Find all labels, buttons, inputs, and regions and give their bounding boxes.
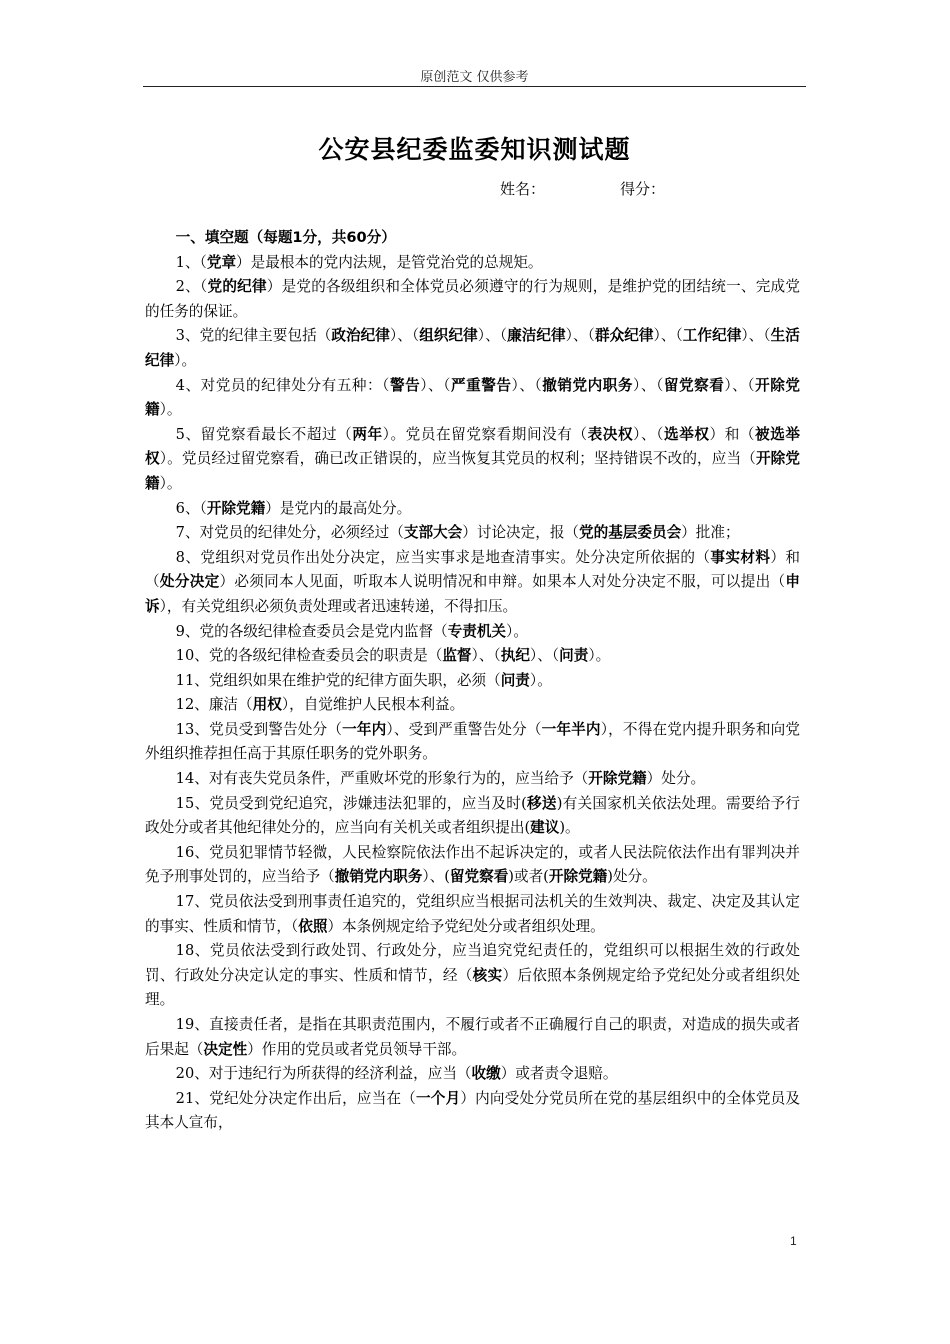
question-text: )有关国家机关依法处理。需要给予行政处分或者其他纪律处分的，应当向有关机关或者组织提出( [145, 794, 800, 837]
answer-text: 用权 [252, 696, 282, 714]
answer-text: 支部大会 [403, 524, 463, 542]
answer-text: 一个月 [416, 1089, 461, 1107]
question-item [145, 275, 800, 324]
answer-text: 监督 [442, 647, 472, 665]
question-text: ）处分。 [646, 770, 706, 788]
question-item [145, 521, 800, 546]
question-text: ）、（ [389, 327, 420, 345]
question-text: ）。党员经过留党察看，确已改正错误的，应当恢复其党员的权利；坚持错误不改的，应当（ [159, 450, 756, 468]
answer-text: 一年半内 [541, 720, 601, 738]
question-text: ）本条例规定给予党纪处分或者组织处理。 [327, 917, 605, 935]
answer-text: 党的纪律 [207, 278, 267, 296]
answer-text: 开除党籍 [145, 450, 800, 492]
question-text: ）批准； [681, 524, 740, 542]
answer-text: 政治纪律 [331, 327, 390, 345]
question-item [145, 423, 800, 497]
answer-text: 严重警告 [450, 376, 512, 394]
question-item [145, 693, 800, 718]
answer-text: 表决权 [587, 425, 634, 443]
answer-text: 开除党籍 [548, 868, 608, 886]
answer-text: 问责 [500, 671, 530, 689]
answer-text: 廉洁纪律 [507, 327, 566, 345]
document-title: 公安县纪委监委知识测试题 [318, 135, 631, 164]
question-text: ）、（ [653, 327, 683, 345]
question-item [145, 1087, 800, 1136]
answer-text: 一年内 [342, 720, 387, 738]
question-text: ）、（ [565, 327, 595, 345]
question-text: ）、（ [477, 327, 508, 345]
question-text: ）。 [529, 671, 552, 689]
question-item [145, 1062, 800, 1087]
answer-text: 移送 [526, 794, 557, 812]
question-text: ）。党员在留党察看期间没有（ [382, 425, 588, 443]
question-text: ）、（ [724, 376, 756, 394]
answer-text: 被选举权 [145, 425, 800, 468]
question-text: 8、党组织对党员作出处分决定，应当实事求是地查清事实。处分决定所依据的（ [175, 548, 711, 566]
question-text: 11、党组织如果在维护党的纪律方面失职，必须（ [175, 671, 501, 689]
section-heading: 一、填空题（每题1分，共60分） [175, 229, 396, 246]
question-text: 2、（ [175, 278, 208, 296]
question-text: ）。 [506, 622, 528, 640]
name-label: 姓名： [500, 180, 546, 198]
question-item [145, 718, 800, 767]
answer-text: 处分决定 [159, 573, 220, 591]
question-text: ）必须同本人见面，听取本人说明情况和申辩。如果本人对处分决定不服，可以提出（ [219, 573, 786, 591]
question-item [145, 669, 800, 694]
question-text: ）后依照本条例规定给予党纪处分或者组织处理。 [145, 966, 800, 1009]
question-text: ）、( [422, 868, 450, 886]
question-item [145, 497, 800, 522]
question-text: ）、（ [633, 425, 665, 443]
question-text: ）、（ [420, 376, 451, 394]
question-text: 17、党员依法受到刑事责任追究的，党组织应当根据司法机关的生效判决、裁定、决定及其认定的事实、性质和情节，（ [145, 893, 800, 935]
question-text: ）、（ [511, 376, 543, 394]
answer-text: 决定性 [203, 1040, 248, 1058]
answer-text: 事实材料 [710, 548, 771, 566]
question-item [145, 792, 800, 841]
page-number: 1 [790, 1234, 797, 1248]
answer-text: 两年 [352, 425, 383, 443]
answer-text: 党的基层委员会 [579, 524, 682, 542]
question-text: 13、党员受到警告处分（ [175, 720, 343, 738]
question-text: ）或者责令退赔。 [500, 1065, 618, 1083]
question-text: 1、（ [175, 253, 207, 271]
question-item [145, 939, 800, 1013]
question-text: ），不得在党内提升职务和向党外组织推荐担任高于其原任职务的党外职务。 [145, 720, 800, 763]
question-text: ）、（ [633, 376, 664, 394]
answer-text: 问责 [559, 647, 589, 665]
question-item [145, 324, 800, 373]
question-text: 18、党员依法受到行政处罚、行政处分，应当追究党纪责任的，党组织可以根据生效的行政处罚、行政处分决定认定的事实、性质和情节，经（ [145, 942, 800, 984]
answer-text: 生活纪律 [145, 327, 800, 369]
question-text: ），自觉维护人民根本利益。 [281, 696, 465, 714]
answer-text: 专责机关 [447, 622, 507, 640]
question-list [145, 226, 800, 1136]
question-text: 19、直接责任者，是指在其职责范围内，不履行或者不正确履行自己的职责，对造成的损失或者后果起（ [145, 1016, 800, 1058]
question-text: ）和（ [709, 425, 756, 443]
question-text: )处分。 [607, 868, 657, 886]
answer-text: 依照 [298, 917, 328, 935]
answer-text: 核实 [472, 966, 503, 984]
answer-text: 建议 [530, 819, 560, 837]
question-text: ）。 [174, 351, 197, 369]
answer-text: 群众纪律 [594, 327, 654, 345]
question-text: 14、对有丧失党员条件，严重败坏党的形象行为的，应当给予（ [175, 770, 589, 788]
answer-text: 组织纪律 [419, 327, 478, 345]
question-text: ）讨论决定，报（ [462, 524, 580, 542]
question-text: ）。 [159, 401, 182, 419]
question-item [145, 890, 800, 939]
question-text: ）、受到严重警告处分（ [386, 720, 542, 738]
question-item [145, 251, 800, 276]
header-divider [143, 86, 806, 87]
answer-text: 开除党籍 [145, 376, 800, 419]
score-label: 得分： [620, 180, 666, 198]
answer-text: 留党察看 [449, 868, 509, 886]
answer-text: 申诉 [145, 573, 800, 615]
question-text: ）、（ [529, 647, 560, 665]
question-text: ）。 [159, 474, 182, 492]
question-text: ）。 [588, 647, 611, 665]
answer-text: 执纪 [500, 647, 530, 665]
question-text: ）是党内的最高处分。 [265, 499, 412, 517]
question-text: 6、（ [175, 499, 207, 517]
answer-text: 撤销党内职务 [334, 868, 423, 886]
question-item [145, 841, 800, 890]
question-text: ）、（ [741, 327, 771, 345]
question-text: )。 [559, 819, 580, 837]
question-text: 12、廉洁（ [175, 696, 253, 714]
question-text: 5、留党察看最长不超过（ [175, 425, 353, 443]
question-text: ）、（ [471, 647, 501, 665]
question-text: ），有关党组织必须负责处理或者迅速转递，不得扣压。 [159, 597, 518, 615]
question-item [145, 620, 800, 645]
question-text: ）和（ [145, 548, 800, 591]
answer-text: 党章 [206, 253, 237, 271]
question-text: 21、党纪处分决定作出后，应当在（ [175, 1089, 417, 1107]
question-text: 10、党的各级纪律检查委员会的职责是（ [175, 647, 443, 665]
question-item [145, 546, 800, 620]
answer-text: 撤销党内职务 [542, 376, 634, 394]
answer-text: 开除党籍 [588, 770, 647, 788]
page-header: 原创范文 仅供参考 [420, 70, 529, 85]
question-item [145, 644, 800, 669]
question-item [145, 374, 800, 423]
question-text: 4、对党员的纪律处分有五种：（ [175, 376, 390, 394]
answer-text: 警告 [389, 376, 421, 394]
answer-text: 工作纪律 [682, 327, 742, 345]
question-item [145, 767, 800, 792]
question-text: ）是党的各级组织和全体党员必须遵守的行为规则，是维护党的团结统一、完成党的任务的保证。 [145, 278, 800, 320]
question-text: 16、党员犯罪情节轻微，人民检察院依法作出不起诉决定的，或者人民法院依法作出有罪判决并免予刑事处罚的，应当给予（ [145, 843, 800, 886]
question-text: 9、党的各级纪律检查委员会是党内监督（ [175, 622, 448, 640]
question-text: )或者( [508, 868, 549, 886]
answer-text: 开除党籍 [206, 499, 266, 517]
question-text: 7、对党员的纪律处分，必须经过（ [175, 524, 404, 542]
question-text: 3、党的纪律主要包括（ [175, 327, 332, 345]
question-text: 20、对于违纪行为所获得的经济利益，应当（ [175, 1065, 472, 1083]
question-text: ）内向受处分党员所在党的基层组织中的全体党员及其本人宣布， [145, 1089, 800, 1132]
question-text: ）是最根本的党内法规，是管党治党的总规矩。 [236, 253, 543, 271]
answer-text: 选举权 [664, 425, 710, 443]
question-text: ）作用的党员或者党员领导干部。 [247, 1040, 467, 1058]
answer-text: 收缴 [471, 1065, 501, 1083]
question-text: 15、党员受到党纪追究，涉嫌违法犯罪的，应当及时( [175, 794, 527, 812]
question-item [145, 1013, 800, 1062]
answer-text: 留党察看 [663, 376, 725, 394]
